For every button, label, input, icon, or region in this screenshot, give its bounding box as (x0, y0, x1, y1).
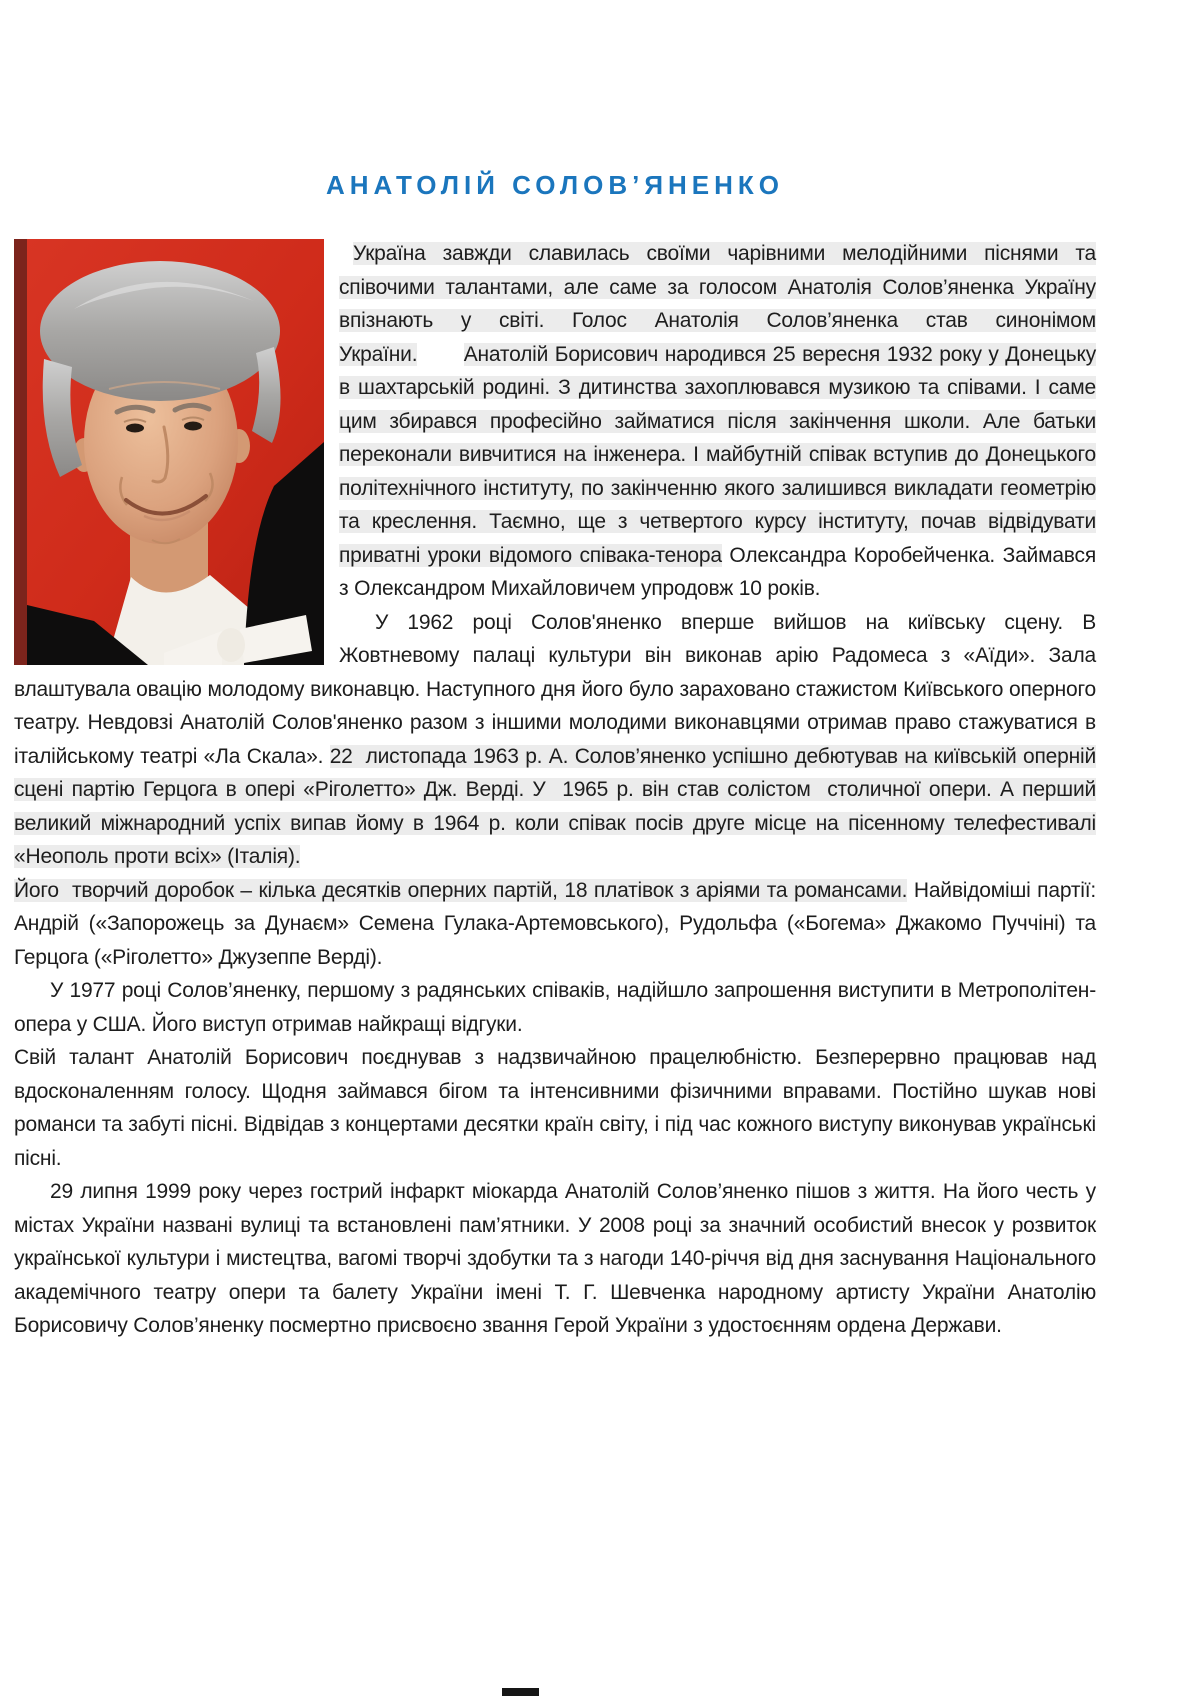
document-body (14, 237, 1096, 1343)
paragraph-repertoire (14, 874, 1096, 975)
highlighted-text: Анатолій Борисович народився 25 вересня 1932 року у Донецьку в шахтарській родині. З дитинства захоплювався музикою та співами. І саме цим збирався професійно займатися після закінчення школи. Але батьки переконали вивчитися на інженера. І майбутній співак вступив до Донецького політехнічного інституту, по закінченню якого залишився викладати геометрію та креслення. Таємно, ще з четвертого курсу інституту, почав відвідувати приватні уроки відомого співака-тенора (339, 342, 1096, 567)
plain-text: Найвідоміші партії: Андрій («Запорожець за Дунаєм» Семена Гулака-Артемовського), Рудольфа («Богема» Джакомо Пуччіні) та Герцога («Ріголетто» Джузеппе Верді). (14, 878, 1096, 969)
plain-text: У 1962 році Солов'яненко вперше вийшов на київську сцену. В Жовтневому палаці культури він виконав арію Радомеса з «Аїди». Зала влаштувала овацію молодому виконавцю. Наступного дня його було зараховано стажистом Київського оперного театру. Невдовзі Анатолій Солов'яненко разом з іншими молодими виконавцями отримав право стажуватися в італійському театрі «Ла Скала». (14, 610, 1096, 768)
portrait-illustration (14, 239, 324, 665)
plain-text: Олександра Коробейченка. Займався з Олександром Михайловичем упродовж 10 років. (339, 543, 1096, 600)
highlighted-text: Його творчий доробок – кілька десятків оперних партій, 18 платівок з аріями та романсами. (14, 878, 908, 902)
paragraph-1977-met-opera: У 1977 році Солов’яненку, першому з радянських співаків, надійшло запрошення виступити в Метрополітен-опера у США. Його виступ отримав найкращі відгуки. (14, 979, 1096, 1036)
paragraph-work-ethic: Свій талант Анатолій Борисович поєднував з надзвичайною працелюбністю. Безперервно працював над вдосконаленням голосу. Щодня займався бігом та інтенсивними фізичними вправами. Постійно шукав нові романси та забуті пісні. Відвідав з концертами десятки країн світу, і під час кожного виступу виконував українські пісні. (14, 1046, 1096, 1170)
portrait-photo (14, 239, 324, 665)
paragraph-legacy: 29 липня 1999 року через гострий інфаркт міокарда Анатолій Солов’яненко пішов з життя. На його честь у містах України названі вулиці та встановлені пам’ятники. У 2008 році за значний особистий внесок у розвиток української культури і мистецтва, вагомі творчі здобутки та з нагоди 140-річчя від дня заснування Національного академічного театру опери та балету України імені Т. Г. Шевченка народному артисту України Анатолію Борисовичу Солов’яненку посмертно присвоєно звання Герой України з удостоєнням ордена Держави. (14, 1180, 1096, 1337)
page-bottom-mark (502, 1688, 539, 1696)
text-gap (417, 343, 463, 366)
highlighted-text: Україна завжди славилась своїми чарівними мелодійними піснями та співочими талантами, але саме за голосом Анатолія Солов’яненка Україну впізнають у світі. Голос Анатолія Солов’яненка став синонімом України. (339, 242, 1096, 366)
highlighted-text: 22 листопада 1963 р. А. Солов’яненко успішно дебютував на київській оперній сцені партію Герцога в опері «Ріголетто» Дж. Верді. У 1965 р. він став солістом столичної опери. А перший великий міжнародний успіх випав йому в 1964 р. коли співак посів друге місце на пісенному телефестивалі «Неополь проти всіх» (Італія). (14, 744, 1096, 868)
page-title: АНАТОЛІЙ СОЛОВ’ЯНЕНКО (325, 170, 785, 200)
